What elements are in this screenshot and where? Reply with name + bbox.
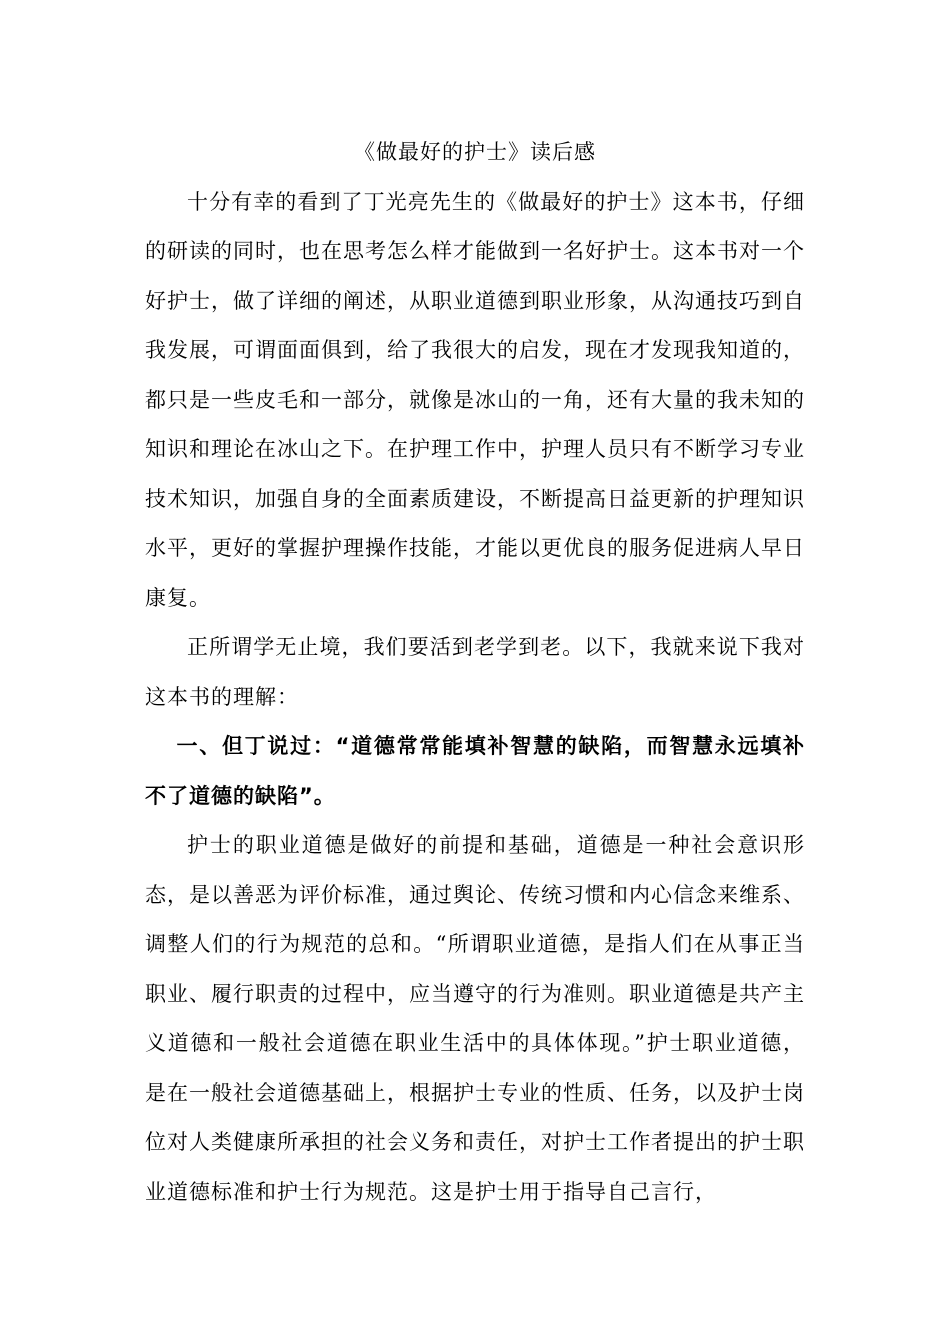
paragraph-lifelong-learning: 正所谓学无止境，我们要活到老学到老。以下，我就来说下我对这本书的理解：	[145, 635, 805, 709]
document-body	[145, 128, 805, 1217]
document-title: 《做最好的护士》读后感	[354, 140, 596, 164]
section-heading-1: 一、但丁说过：“道德常常能填补智慧的缺陷，而智慧永远填补不了道德的缺陷”。	[145, 734, 805, 808]
paragraph-intro: 十分有幸的看到了丁光亮先生的《做最好的护士》这本书，仔细的研读的同时，也在思考怎么样才能做到一名好护士。这本书对一个好护士，做了详细的阐述，从职业道德到职业形象，从沟通技巧到自我发展，可谓面面俱到，给了我很大的启发，现在才发现我知道的，都只是一些皮毛和一部分，就像是冰山的一角，还有大量的我未知的知识和理论在冰山之下。在护理工作中，护理人员只有不断学习专业技术知识，加强自身的全面素质建设，不断提高日益更新的护理知识水平，更好的掌握护理操作技能，才能以更优良的服务促进病人早日康复。	[145, 189, 805, 610]
paragraph-professional-ethics: 护士的职业道德是做好的前提和基础，道德是一种社会意识形态，是以善恶为评价标准，通过舆论、传统习惯和内心信念来维系、调整人们的行为规范的总和。“所谓职业道德，是指人们在从事正当职业、履行职责的过程中，应当遵守的行为准则。职业道德是共产主义道德和一般社会道德在职业生活中的具体体现。”护士职业道德，是在一般社会道德基础上，根据护士专业的性质、任务，以及护士岗位对人类健康所承担的社会义务和责任，对护士工作者提出的护士职业道德标准和护士行为规范。这是护士用于指导自己言行，	[145, 833, 805, 1204]
